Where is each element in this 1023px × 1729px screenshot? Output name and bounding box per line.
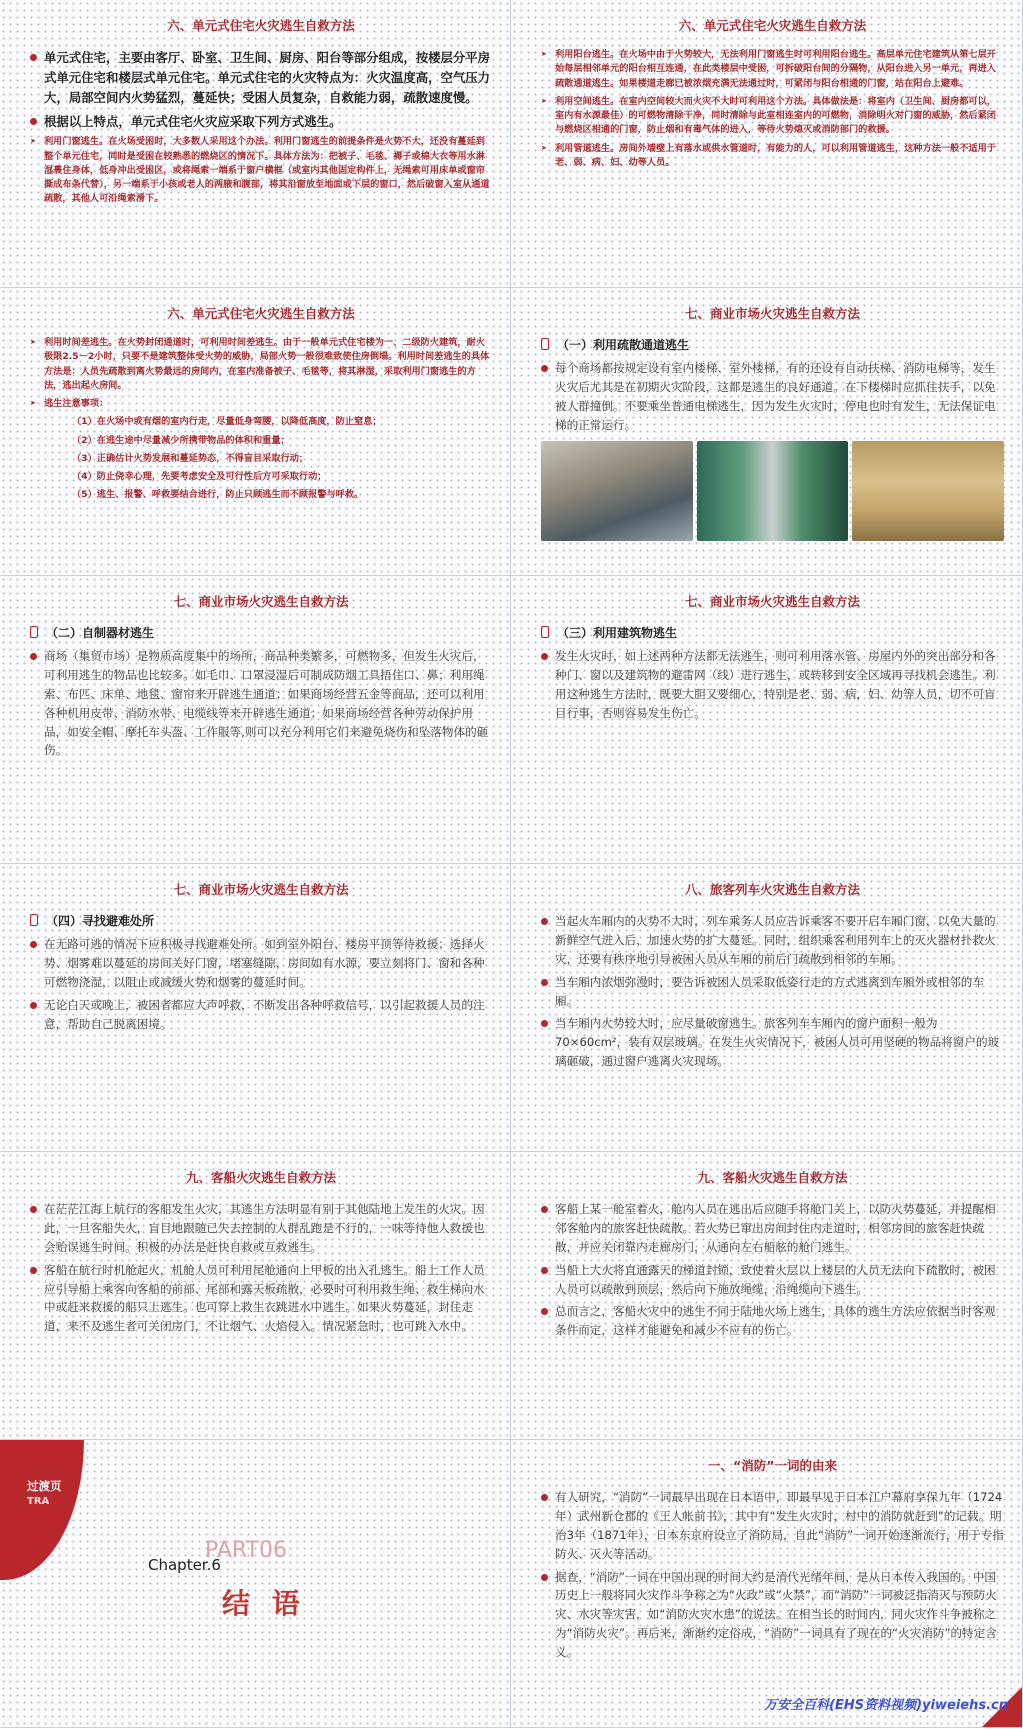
bullet-list — [30, 48, 492, 131]
list-item: 当起火车厢内的火势不大时，列车乘务人员应告诉乘客不要开启车厢门窗，以免大量的新鲜空气进入后，加速火势的扩大蔓延。同时，组织乘客利用列车上的灭火器材扑救火灾，还要有秩序地引导被困人员从车厢的前后门疏散到相邻的车厢。 — [541, 912, 1004, 969]
section-subhead: （三）利用建筑物逃生 — [541, 624, 1004, 641]
slide-5 — [0, 576, 511, 864]
bullet-list — [30, 647, 492, 760]
slide-1 — [0, 0, 511, 288]
note-item: （4）防止侥幸心理，先要考虑安全及可行性后方可采取行动； — [72, 471, 327, 482]
slide-title: 七、商业市场火灾逃生自救方法 — [173, 882, 349, 897]
slide-title: 一、“消防”一词的由来 — [708, 1458, 837, 1473]
bullet-list — [541, 359, 1004, 435]
list-item: 当船上大火将直通露天的梯道封锁，致使着火层以上楼层的人员无法向下疏散时，被困人员可以疏散到顶层，然后向下施放绳缆，沿绳缆向下逃生。 — [541, 1261, 1004, 1299]
list-item: 无论白天或晚上，被困者都应大声呼救，不断发出各种呼救信号，以引起救援人员的注意，帮助自己脱离困境。 — [30, 996, 492, 1034]
slide-11-section-cover — [0, 1440, 511, 1728]
cover-red-shape — [0, 1440, 84, 1580]
bullet-list — [30, 1200, 492, 1336]
list-item: ➤ 利用空间逃生。在室内空间较大而火灾不大时可利用这个方法。具体做法是：将室内（卫生间、厨房都可以，室内有水源最佳）的可燃物清除干净，同时清除与此室相连室内的可燃物，消除明火对门窗的威胁，然后紧闭与燃烧区相通的门窗，防止烟和有毒气体的进入，等待火势熄灭或消防部门的救援。 — [541, 95, 1004, 138]
slide-title: 八、旅客列车火灾逃生自救方法 — [684, 882, 860, 897]
slide-title: 六、单元式住宅火灾逃生自救方法 — [678, 18, 867, 33]
bullet-list — [541, 1200, 1004, 1340]
note-item: （5）逃生、报警、呼救要结合进行，防止只顾逃生而不顾报警与呼救。 — [72, 489, 364, 501]
bullet-list — [30, 135, 492, 206]
list-item: 客船上某一舱室着火，舱内人员在逃出后应随手将舱门关上，以防火势蔓延，并提醒相邻客舱内的旅客赶快疏散。若火势已窜出房间封住内走道时，相邻房间的旅客赶快疏散，并应关闭靠内走廊房门，从通向左右船舷的舱门逃生。 — [541, 1200, 1004, 1257]
slide-title: 九、客船火灾逃生自救方法 — [185, 1170, 336, 1185]
list-item: 根据以上特点，单元式住宅火灾应采取下列方式逃生。 — [30, 112, 492, 132]
section-subhead: （四）寻找避难处所 — [30, 912, 492, 929]
list-item: 在茫茫江海上航行的客船发生火灾，其逃生方法明显有别于其他陆地上发生的火灾。因此，一旦客船失火，盲目地跟随已失去控制的人群乱跑是不行的，一味等待他人救援也会贻误逃生时间。积极的办法是赶快自救或互救逃生。 — [30, 1200, 492, 1257]
list-item: ➤ 逃生注意事项： — [30, 397, 492, 411]
escalator-photo — [697, 441, 849, 541]
bullet-list — [541, 48, 1004, 170]
photo-strip — [541, 441, 1004, 541]
elevator-photo — [852, 441, 1004, 541]
slide-7 — [0, 864, 511, 1152]
list-item: ➤ 利用阳台逃生。在火场中由于火势较大，无法利用门窗逃生时可利用阳台逃生。高层单元住宅建筑从第七层开始每层相邻单元的阳台相互连通，在此类楼层中受困，可拆破阳台间的分隔物，从阳台进入另一单元，再进入疏散通道逃生。如果楼道走廊已被浓烟充满无法通过时，可紧闭与阳台相通的门窗，站在阳台上避难。 — [541, 48, 1004, 91]
bullet-list — [30, 935, 492, 1033]
section-subhead: （二）自制器材逃生 — [30, 624, 492, 641]
slide-title: 七、商业市场火灾逃生自救方法 — [684, 306, 860, 321]
note-item: （1）在火场中或有烟的室内行走，尽量低身弯腰，以降低高度，防止窒息； — [72, 416, 382, 428]
list-item: ➤ 利用管道逃生。房间外墙壁上有落水或供水管道时，有能力的人，可以利用管道逃生，这种方法一般不适用于老、弱、病、妇、幼等人员。 — [541, 142, 1004, 171]
list-item: 有人研究，“消防”一词最早出现在日本语中，即最早见于日本江户幕府享保九年（1724年）武州新仓郡的《王人帐前书》，其中有“发生火灾时，村中的消防就赶到”的记载。明治3年（1871年），日本东京府设立了消防局，自此“消防”一词开始逐渐流行，用于专指防火、灭火等活动。 — [541, 1488, 1004, 1564]
list-item: 发生火灾时，如上述两种方法都无法逃生，则可利用落水管、房屋内外的突出部分和各种门、窗以及建筑物的避雷网（线）进行逃生，或转移到安全区域再寻找机会逃生。利用这种逃生方法时，既要大胆又要细心，特别是老、弱、病，妇、幼等人员，切不可盲目行事，否则容易发生伤亡。 — [541, 647, 1004, 723]
slide-title: 九、客船火灾逃生自救方法 — [697, 1170, 848, 1185]
list-item: 当车厢内浓烟弥漫时，要告诉被困人员采取低姿行走的方式逃离到车厢外或相邻的车厢。 — [541, 973, 1004, 1011]
slide-10 — [511, 1152, 1023, 1440]
list-item: 每个商场都按规定设有室内楼梯、室外楼梯，有的还设有自动扶梯、消防电梯等，发生火灾后尤其是在初期火灾阶段，这都是逃生的良好通道。在下楼梯时应抓住扶手，以免被人群撞倒。不要乘坐普通电梯逃生，因为发生火灾时，停电也时有发生，无法保证电梯的正常运行。 — [541, 359, 1004, 435]
bullet-list — [541, 912, 1004, 1071]
stairs-photo — [541, 441, 693, 541]
note-item: （2）在逃生途中尽量减少所携带物品的体积和重量； — [72, 434, 290, 446]
slide-title: 七、商业市场火灾逃生自救方法 — [684, 594, 860, 609]
bullet-list — [541, 1488, 1004, 1662]
transition-label: 过渡页 — [27, 1479, 62, 1493]
transition-label-en: TRA — [27, 1496, 50, 1507]
chapter-label: Chapter.6 — [148, 1556, 221, 1574]
bullet-list — [541, 647, 1004, 723]
slide-4 — [511, 288, 1023, 576]
note-item: （3）正确估计火势发展和蔓延势态，不得盲目采取行动； — [72, 452, 309, 464]
watermark-text: 万安全百科(EHS资料视频)yiweiehs.cn — [764, 1698, 1008, 1713]
list-item: 总而言之，客船火灾中的逃生不同于陆地火场上逃生，具体的逃生方法应依据当时客观条件而定，这样才能避免和减少不应有的伤亡。 — [541, 1302, 1004, 1340]
list-item: 客船在航行时机舱起火，机舱人员可利用尾舱通向上甲板的出入孔逃生。船上工作人员应引导船上乘客向客船的前部、尾部和露天板疏散，必要时可利用救生绳、救生梯向水中或赶来救援的船只上逃生。也可穿上救生衣跳进水中逃生。如果火势蔓延，封住走道，来不及逃生者可关闭房门，不让烟气、火焰侵入。情况紧急时，也可跳入水中。 — [30, 1261, 492, 1337]
slide-6 — [511, 576, 1023, 864]
list-item: 在无路可逃的情况下应积极寻找避难处所。如到室外阳台、楼房平顶等待救援；选择火势、烟雾难以蔓延的房间关好门窗，堵塞缝隙，房间如有水源，要立刻将门、窗和各种可燃物浇湿，以阻止或减缓火势和烟雾的蔓延时间。 — [30, 935, 492, 992]
section-title: 结 语 — [222, 1587, 306, 1620]
list-item: 当车厢内火势较大时，应尽量破窗逃生。旅客列车车厢内的窗户面积一般为70×60cm²，装有双层玻璃。在发生火灾情况下，被困人员可用坚硬的物品将窗户的玻璃砸破，通过窗户逃离火灾现场。 — [541, 1014, 1004, 1071]
slide-8 — [511, 864, 1023, 1152]
slide-title: 六、单元式住宅火灾逃生自救方法 — [167, 306, 355, 321]
slide-9 — [0, 1152, 511, 1440]
slide-title: 六、单元式住宅火灾逃生自救方法 — [167, 18, 355, 33]
part-number: PART06 — [205, 1538, 288, 1563]
list-item: 商场（集贸市场）是物质高度集中的场所，商品种类繁多，可燃物多，但发生火灾后，可利用逃生的物品也比较多。如毛巾、口罩浸湿后可制成防烟工具捂住口、鼻；利用绳索、布匹、床单、地毯、窗帘来开辟逃生通道；如果商场经营五金等商品，还可以利用各种机用皮带、消防水带、电缆线等来开辟逃生通道；如果商场经营各种劳动保护用品，如安全帽、摩托车头盔、工作服等,则可以充分利用它们来避免烧伤和坠落物体的砸伤。 — [30, 647, 492, 760]
slide-3 — [0, 288, 511, 576]
slide-title: 七、商业市场火灾逃生自救方法 — [173, 594, 349, 609]
bullet-list — [30, 336, 492, 503]
slide-2 — [511, 0, 1023, 288]
list-item: ➤ 利用门窗逃生。在火场受困时，大多数人采用这个办法。利用门窗逃生的前提条件是火势不大，还没有蔓延到整个单元住宅，同时是受困在较熟悉的燃烧区的情况下。具体方法为：把被子、毛毯、褥子或棉大衣等用水淋湿裹住身体，低身冲出受困区，或将绳索一端系于窗户横框（或室内其他固定构件上，无绳索可用床单或窗帘撕成布条代替），另一端系于小孩或老人的两腋和腹部，将其沿窗放至地面或下层的窗口，然后破窗入室从通道疏散，其他人可沿绳索滑下。 — [30, 135, 492, 206]
section-subhead: （一）利用疏散通道逃生 — [541, 336, 1004, 353]
slide-12 — [511, 1440, 1023, 1728]
list-item: ➤ 利用时间差逃生。在火势封闭通道时，可利用时间差逃生。由于一般单元式住宅楼为一、二级防火建筑，耐火极限2.5－2小时，只要不是建筑整体受火势的威胁，局部火势一般很难致使住房倒塌。利用时间差逃生的具体方法是：人员先疏散到离火势最远的房间内，在室内准备被子、毛毯等，将其淋湿，采取利用门窗逃生的方法，逃出起火房间。 — [30, 336, 492, 393]
list-item: 单元式住宅，主要由客厅、卧室、卫生间、厨房、阳台等部分组成，按楼层分平房式单元住宅和楼层式单元住宅。单元式住宅的火灾特点为：火灾温度高，空气压力大，局部空间内火势猛烈，蔓延快；受困人员复杂，自救能力弱，疏散速度慢。 — [30, 48, 492, 108]
list-item: 据查，“消防”一词在中国出现的时间大约是清代光绪年间，是从日本传入我国的。中国历史上一般将同火灾作斗争称之为“火政”或“火禁”，而“消防”一词被泛指消灭与预防火灾、水灾等灾害，如“消防火灾水患”的说法。在相当长的时间内，同火灾作斗争被称之为“消防火灾”。再后来，渐渐约定俗成，“消防”一词具有了现在的“火灾消防”的特定含义。 — [541, 1568, 1004, 1662]
